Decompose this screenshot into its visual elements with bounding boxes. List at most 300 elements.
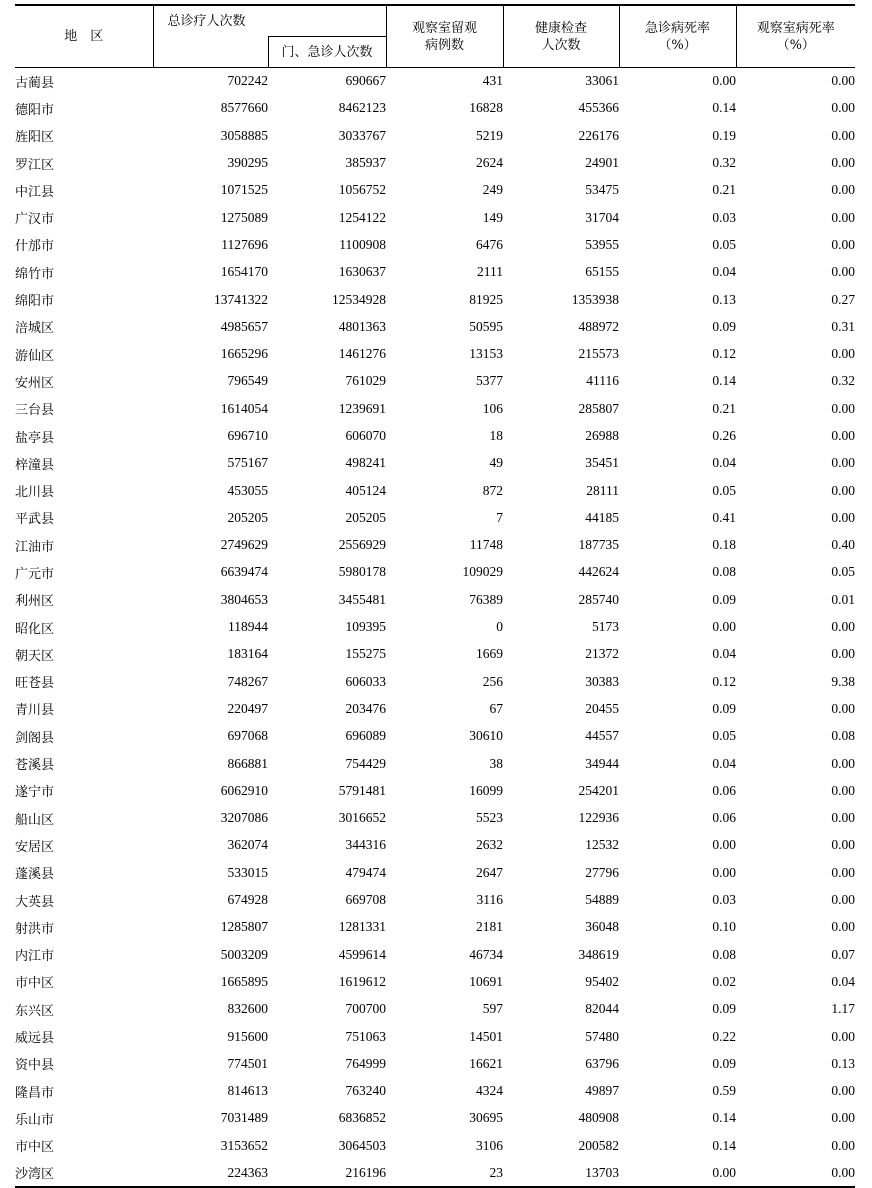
total-visits-cell: 8577660 (220, 100, 268, 116)
total-visits-cell: 1071525 (220, 182, 268, 198)
health-checks-cell: 187735 (578, 537, 620, 553)
table-row (15, 695, 855, 722)
header-health-checks (503, 5, 619, 68)
total-visits-cell: 696710 (227, 428, 268, 443)
emergency-mortality-rate-cell: 0.41 (712, 509, 737, 525)
table-row (15, 723, 855, 750)
observation-mortality-rate-cell: 0.00 (831, 1028, 856, 1044)
region-name-cell: 平武县 (15, 512, 55, 528)
outpatient-emergency-cell: 4801363 (338, 318, 387, 334)
total-visits-cell: 5003209 (220, 946, 268, 962)
emergency-mortality-rate-cell: 0.00 (712, 73, 737, 89)
health-checks-cell: 28111 (586, 482, 620, 498)
region-name-cell: 昭化区 (15, 621, 55, 637)
outpatient-emergency-cell: 1630637 (338, 264, 387, 280)
observation-cases-cell: 11748 (469, 537, 504, 553)
total-visits-cell: 6639474 (220, 564, 268, 580)
observation-cases-cell: 1669 (476, 646, 504, 662)
health-checks-cell: 20455 (585, 700, 620, 716)
emergency-mortality-rate-cell: 0.06 (712, 810, 737, 826)
observation-mortality-rate-cell: 0.32 (831, 373, 856, 389)
health-checks-cell: 36048 (585, 919, 620, 935)
health-checks-cell: 122936 (578, 810, 620, 826)
emergency-mortality-rate-cell: 0.00 (712, 619, 737, 635)
outpatient-emergency-cell: 205205 (345, 509, 387, 525)
outpatient-emergency-cell: 344316 (345, 837, 387, 853)
outpatient-emergency-cell: 3455481 (338, 591, 387, 607)
total-visits-cell: 1285807 (220, 919, 268, 935)
health-checks-cell: 488972 (578, 318, 620, 334)
total-visits-cell: 13741322 (214, 291, 268, 307)
observation-cases-cell: 16828 (469, 100, 504, 116)
region-name-cell: 青川县 (15, 703, 55, 719)
total-visits-cell: 3207086 (220, 810, 268, 826)
outpatient-emergency-cell: 761029 (345, 373, 387, 389)
observation-cases-cell: 2181 (476, 919, 504, 935)
observation-mortality-rate-cell: 0.00 (831, 346, 856, 362)
total-visits-cell: 866881 (227, 755, 268, 771)
table-row (15, 1077, 855, 1104)
region-name-cell: 北川县 (15, 485, 55, 501)
outpatient-emergency-cell: 751063 (345, 1028, 387, 1044)
health-checks-cell: 44185 (585, 509, 620, 525)
outpatient-emergency-cell: 764999 (345, 1055, 387, 1071)
total-visits-cell: 814613 (227, 1083, 268, 1099)
header-health-checks-label: 健康检查 人次数 (535, 20, 588, 53)
region-name-cell: 德阳市 (15, 102, 55, 118)
outpatient-emergency-cell: 1100908 (339, 236, 387, 252)
health-checks-cell: 480908 (578, 1110, 620, 1126)
region-name-cell: 隆昌市 (15, 1085, 55, 1101)
observation-cases-cell: 249 (482, 182, 504, 198)
header-observation-cases (386, 5, 503, 68)
outpatient-emergency-cell: 696089 (345, 728, 387, 744)
observation-cases-cell: 2632 (476, 837, 504, 853)
table-row (15, 832, 855, 859)
observation-cases-cell: 14501 (469, 1028, 504, 1044)
header-outpatient-emergency-label: 门、急诊人次数 (281, 44, 373, 60)
table-row (15, 177, 855, 204)
health-checks-cell: 30383 (585, 673, 620, 689)
total-visits-cell: 118944 (228, 619, 268, 635)
outpatient-emergency-cell: 1619612 (338, 973, 387, 989)
outpatient-emergency-cell: 700700 (345, 1001, 387, 1017)
observation-mortality-rate-cell: 0.00 (831, 182, 856, 198)
observation-cases-cell: 50595 (469, 318, 504, 334)
emergency-mortality-rate-cell: 0.21 (712, 182, 737, 198)
observation-mortality-rate-cell: 0.07 (831, 946, 856, 962)
table-row (15, 968, 855, 995)
emergency-mortality-rate-cell: 0.08 (712, 946, 737, 962)
observation-mortality-rate-cell: 0.00 (831, 100, 856, 116)
total-visits-cell: 915600 (227, 1028, 268, 1044)
outpatient-emergency-cell: 5791481 (338, 782, 387, 798)
observation-mortality-rate-cell: 0.00 (831, 455, 856, 471)
total-visits-cell: 3153652 (220, 1137, 268, 1153)
table-row (15, 477, 855, 504)
outpatient-emergency-cell: 385937 (345, 155, 387, 171)
health-checks-cell: 26988 (585, 428, 620, 443)
outpatient-emergency-cell: 3064503 (338, 1137, 387, 1153)
health-checks-cell: 63796 (585, 1055, 620, 1071)
total-visits-cell: 748267 (227, 673, 268, 689)
emergency-mortality-rate-cell: 0.09 (712, 1055, 737, 1071)
outpatient-emergency-cell: 763240 (345, 1083, 387, 1099)
observation-mortality-rate-cell: 0.00 (831, 1110, 856, 1126)
table-row (15, 641, 855, 668)
header-outpatient-emergency (268, 37, 386, 68)
health-checks-cell: 455366 (578, 100, 620, 116)
region-name-cell: 旌阳区 (15, 130, 55, 146)
health-checks-cell: 53955 (585, 236, 620, 252)
health-checks-cell: 1353938 (571, 291, 620, 307)
region-name-cell: 罗江区 (15, 157, 55, 173)
region-name-cell: 东兴区 (15, 1003, 55, 1019)
total-visits-cell: 4985657 (220, 318, 268, 334)
health-checks-cell: 24901 (585, 155, 620, 171)
observation-cases-cell: 2624 (476, 155, 504, 171)
observation-cases-cell: 7 (496, 509, 504, 525)
table-row (15, 340, 855, 367)
health-checks-cell: 82044 (585, 1001, 620, 1017)
outpatient-emergency-cell: 1461276 (338, 346, 387, 362)
table-row (15, 68, 855, 95)
table-row (15, 613, 855, 640)
outpatient-emergency-cell: 606070 (345, 428, 387, 443)
observation-mortality-rate-cell: 0.00 (831, 509, 856, 525)
observation-cases-cell: 13153 (469, 346, 504, 362)
observation-cases-cell: 30695 (469, 1110, 504, 1126)
table-row (15, 122, 855, 149)
table-row (15, 313, 855, 340)
total-visits-cell: 1275089 (220, 209, 268, 225)
emergency-mortality-rate-cell: 0.03 (712, 209, 737, 225)
emergency-mortality-rate-cell: 0.04 (712, 755, 737, 771)
health-checks-cell: 27796 (585, 864, 620, 880)
health-checks-cell: 35451 (585, 455, 620, 471)
table-row (15, 1023, 855, 1050)
outpatient-emergency-cell: 155275 (345, 646, 387, 662)
region-name-cell: 广元市 (15, 566, 55, 582)
health-checks-cell: 215573 (578, 346, 620, 362)
total-visits-cell: 1665895 (220, 973, 268, 989)
health-checks-cell: 34944 (585, 755, 620, 771)
outpatient-emergency-cell: 6836852 (338, 1110, 387, 1126)
table-body (15, 68, 855, 1187)
observation-cases-cell: 76389 (469, 591, 504, 607)
emergency-mortality-rate-cell: 0.00 (712, 1164, 737, 1180)
region-name-cell: 遂宁市 (15, 785, 55, 801)
outpatient-emergency-cell: 5980178 (338, 564, 387, 580)
observation-mortality-rate-cell: 0.00 (831, 864, 856, 880)
emergency-mortality-rate-cell: 0.00 (712, 837, 737, 853)
header-total-visits-spacer (153, 37, 268, 68)
health-checks-cell: 33061 (585, 73, 620, 89)
emergency-mortality-rate-cell: 0.06 (712, 782, 737, 798)
health-checks-cell: 95402 (585, 973, 620, 989)
emergency-mortality-rate-cell: 0.19 (712, 127, 737, 143)
region-name-cell: 船山区 (15, 812, 55, 828)
outpatient-emergency-cell: 669708 (345, 892, 387, 908)
outpatient-emergency-cell: 3016652 (338, 810, 387, 826)
header-region (15, 5, 153, 68)
table-row-city (15, 941, 855, 968)
health-checks-cell: 41116 (586, 373, 620, 389)
observation-mortality-rate-cell: 0.00 (831, 127, 856, 143)
total-visits-cell: 575167 (227, 455, 268, 471)
total-visits-cell: 2749629 (220, 537, 268, 553)
region-name-cell: 安居区 (15, 839, 55, 855)
observation-cases-cell: 38 (489, 755, 504, 771)
outpatient-emergency-cell: 8462123 (338, 100, 387, 116)
observation-mortality-rate-cell: 0.00 (831, 619, 856, 635)
region-name-cell: 剑阁县 (15, 730, 55, 746)
observation-cases-cell: 872 (482, 482, 504, 498)
table-row-city (15, 559, 855, 586)
health-checks-cell: 200582 (578, 1137, 620, 1153)
observation-cases-cell: 10691 (469, 973, 504, 989)
observation-cases-cell: 5219 (476, 127, 504, 143)
observation-mortality-rate-cell: 0.00 (831, 73, 856, 89)
total-visits-cell: 774501 (227, 1055, 268, 1071)
region-name-cell: 游仙区 (15, 348, 55, 364)
health-checks-cell: 21372 (585, 646, 620, 662)
observation-cases-cell: 431 (482, 73, 504, 89)
observation-mortality-rate-cell: 0.00 (831, 919, 856, 935)
emergency-mortality-rate-cell: 0.14 (712, 1110, 737, 1126)
table-row (15, 450, 855, 477)
observation-cases-cell: 597 (482, 1001, 504, 1017)
health-checks-cell: 13703 (585, 1164, 620, 1180)
observation-mortality-rate-cell: 0.00 (831, 700, 856, 716)
total-visits-cell: 697068 (227, 728, 268, 744)
emergency-mortality-rate-cell: 0.59 (712, 1083, 737, 1099)
observation-cases-cell: 81925 (469, 291, 504, 307)
outpatient-emergency-cell: 606033 (345, 673, 387, 689)
region-name-cell: 广汉市 (15, 212, 55, 228)
observation-cases-cell: 3116 (476, 892, 504, 908)
observation-mortality-rate-cell: 0.00 (831, 646, 856, 662)
outpatient-emergency-cell: 216196 (345, 1164, 387, 1180)
region-name-cell: 内江市 (15, 949, 55, 965)
table-row (15, 859, 855, 886)
total-visits-cell: 702242 (227, 73, 268, 89)
header-total-visits (153, 5, 386, 37)
emergency-mortality-rate-cell: 0.32 (712, 155, 737, 171)
health-statistics-table (15, 4, 855, 1188)
outpatient-emergency-cell: 1056752 (338, 182, 387, 198)
observation-cases-cell: 16621 (469, 1055, 504, 1071)
header-observation-mortality (736, 5, 855, 68)
table-header (15, 5, 855, 68)
observation-cases-cell: 2111 (477, 264, 504, 280)
health-checks-cell: 57480 (585, 1028, 620, 1044)
health-checks-cell: 54889 (585, 892, 620, 908)
observation-mortality-rate-cell: 0.00 (831, 837, 856, 853)
total-visits-cell: 533015 (227, 864, 268, 880)
total-visits-cell: 1654170 (220, 264, 268, 280)
observation-mortality-rate-cell: 9.38 (831, 673, 856, 689)
emergency-mortality-rate-cell: 0.04 (712, 646, 737, 662)
region-name-cell: 苍溪县 (15, 758, 55, 774)
total-visits-cell: 362074 (227, 837, 268, 853)
total-visits-cell: 220497 (227, 700, 268, 716)
emergency-mortality-rate-cell: 0.26 (712, 428, 737, 443)
header-total-visits-label: 总诊疗人次数 (167, 13, 246, 29)
observation-mortality-rate-cell: 0.00 (831, 782, 856, 798)
region-name-cell: 绵阳市 (15, 294, 55, 310)
observation-mortality-rate-cell: 0.00 (831, 209, 856, 225)
observation-cases-cell: 109029 (462, 564, 504, 580)
observation-cases-cell: 46734 (469, 946, 504, 962)
table-row (15, 368, 855, 395)
total-visits-cell: 674928 (227, 892, 268, 908)
health-checks-cell: 49897 (585, 1083, 620, 1099)
health-checks-cell: 12532 (585, 837, 620, 853)
observation-mortality-rate-cell: 0.00 (831, 1083, 856, 1099)
health-checks-cell: 226176 (578, 127, 620, 143)
region-name-cell: 蓬溪县 (15, 867, 55, 883)
emergency-mortality-rate-cell: 0.05 (712, 236, 737, 252)
table-row (15, 996, 855, 1023)
observation-mortality-rate-cell: 0.00 (831, 1164, 856, 1180)
emergency-mortality-rate-cell: 0.13 (712, 291, 737, 307)
header-emergency-mortality (619, 5, 736, 68)
health-checks-cell: 53475 (585, 182, 620, 198)
observation-cases-cell: 18 (489, 428, 504, 443)
observation-mortality-rate-cell: 0.00 (831, 810, 856, 826)
observation-mortality-rate-cell: 0.05 (831, 564, 856, 580)
table-row (15, 1050, 855, 1077)
table-row-city (15, 1105, 855, 1132)
observation-cases-cell: 49 (489, 455, 504, 471)
observation-mortality-rate-cell: 0.01 (831, 591, 856, 607)
observation-cases-cell: 256 (482, 673, 504, 689)
emergency-mortality-rate-cell: 0.18 (712, 537, 737, 553)
table-row-city (15, 95, 855, 122)
table-row (15, 231, 855, 258)
emergency-mortality-rate-cell: 0.09 (712, 591, 737, 607)
observation-mortality-rate-cell: 0.00 (831, 155, 856, 171)
region-name-cell: 大英县 (15, 894, 55, 910)
table-row (15, 1159, 855, 1186)
emergency-mortality-rate-cell: 0.05 (712, 728, 737, 744)
total-visits-cell: 1127696 (221, 236, 268, 252)
total-visits-cell: 390295 (227, 155, 268, 171)
outpatient-emergency-cell: 203476 (345, 700, 387, 716)
region-name-cell: 中江县 (15, 184, 55, 200)
table-row (15, 204, 855, 231)
region-name-cell: 三台县 (15, 403, 55, 419)
outpatient-emergency-cell: 479474 (345, 864, 387, 880)
region-name-cell: 利州区 (15, 594, 55, 610)
total-visits-cell: 183164 (227, 646, 268, 662)
region-name-cell: 市中区 (15, 976, 55, 992)
region-name-cell: 威远县 (15, 1031, 55, 1047)
region-name-cell: 什邡市 (15, 239, 55, 255)
region-name-cell: 梓潼县 (15, 457, 55, 473)
health-checks-cell: 285740 (578, 591, 620, 607)
observation-mortality-rate-cell: 0.27 (831, 291, 856, 307)
emergency-mortality-rate-cell: 0.12 (712, 346, 737, 362)
observation-mortality-rate-cell: 0.04 (831, 973, 856, 989)
header-emergency-mortality-label: 急诊病死率 （%） (645, 20, 711, 53)
observation-mortality-rate-cell: 0.00 (831, 236, 856, 252)
observation-cases-cell: 6476 (476, 236, 504, 252)
observation-mortality-rate-cell: 0.00 (831, 428, 856, 443)
emergency-mortality-rate-cell: 0.05 (712, 482, 737, 498)
total-visits-cell: 453055 (227, 482, 268, 498)
table-row (15, 886, 855, 913)
observation-cases-cell: 106 (482, 400, 504, 416)
emergency-mortality-rate-cell: 0.08 (712, 564, 737, 580)
emergency-mortality-rate-cell: 0.00 (712, 864, 737, 880)
total-visits-cell: 796549 (227, 373, 268, 389)
table-row (15, 504, 855, 531)
outpatient-emergency-cell: 405124 (345, 482, 387, 498)
table-row (15, 586, 855, 613)
table-row (15, 259, 855, 286)
observation-cases-cell: 149 (482, 209, 504, 225)
table-row (15, 532, 855, 559)
observation-cases-cell: 5523 (476, 810, 504, 826)
emergency-mortality-rate-cell: 0.14 (712, 100, 737, 116)
region-name-cell: 盐亭县 (15, 430, 55, 446)
table-row-city (15, 777, 855, 804)
region-name-cell: 市中区 (15, 1140, 55, 1156)
observation-cases-cell: 3106 (476, 1137, 504, 1153)
region-name-cell: 沙湾区 (15, 1167, 55, 1183)
emergency-mortality-rate-cell: 0.10 (712, 919, 737, 935)
total-visits-cell: 3804653 (220, 591, 268, 607)
observation-mortality-rate-cell: 0.00 (831, 755, 856, 771)
observation-mortality-rate-cell: 0.13 (831, 1055, 856, 1071)
region-name-cell: 旺苍县 (15, 676, 55, 692)
observation-cases-cell: 0 (496, 619, 504, 635)
health-checks-cell: 44557 (585, 728, 620, 744)
outpatient-emergency-cell: 754429 (345, 755, 387, 771)
outpatient-emergency-cell: 3033767 (338, 127, 387, 143)
observation-mortality-rate-cell: 0.31 (831, 318, 856, 334)
observation-mortality-rate-cell: 0.00 (831, 482, 856, 498)
region-name-cell: 安州区 (15, 375, 55, 391)
emergency-mortality-rate-cell: 0.14 (712, 373, 737, 389)
observation-cases-cell: 30610 (469, 728, 504, 744)
region-name-cell: 涪城区 (15, 321, 55, 337)
region-name-cell: 朝天区 (15, 648, 55, 664)
table-row (15, 805, 855, 832)
region-name-cell: 绵竹市 (15, 266, 55, 282)
observation-cases-cell: 5377 (476, 373, 504, 389)
health-checks-cell: 65155 (585, 264, 620, 280)
observation-mortality-rate-cell: 1.17 (831, 1001, 856, 1017)
observation-mortality-rate-cell: 0.00 (831, 400, 856, 416)
table-row (15, 914, 855, 941)
region-name-cell: 江油市 (15, 539, 55, 555)
emergency-mortality-rate-cell: 0.12 (712, 673, 737, 689)
region-name-cell: 古蔺县 (15, 75, 55, 91)
outpatient-emergency-cell: 690667 (345, 73, 387, 89)
table-row (15, 422, 855, 449)
emergency-mortality-rate-cell: 0.09 (712, 700, 737, 716)
emergency-mortality-rate-cell: 0.22 (712, 1028, 737, 1044)
health-checks-cell: 348619 (578, 946, 620, 962)
header-region-label: 地 区 (64, 29, 104, 44)
total-visits-cell: 205205 (227, 509, 268, 525)
total-visits-cell: 3058885 (220, 127, 268, 143)
emergency-mortality-rate-cell: 0.21 (712, 400, 737, 416)
emergency-mortality-rate-cell: 0.04 (712, 455, 737, 471)
